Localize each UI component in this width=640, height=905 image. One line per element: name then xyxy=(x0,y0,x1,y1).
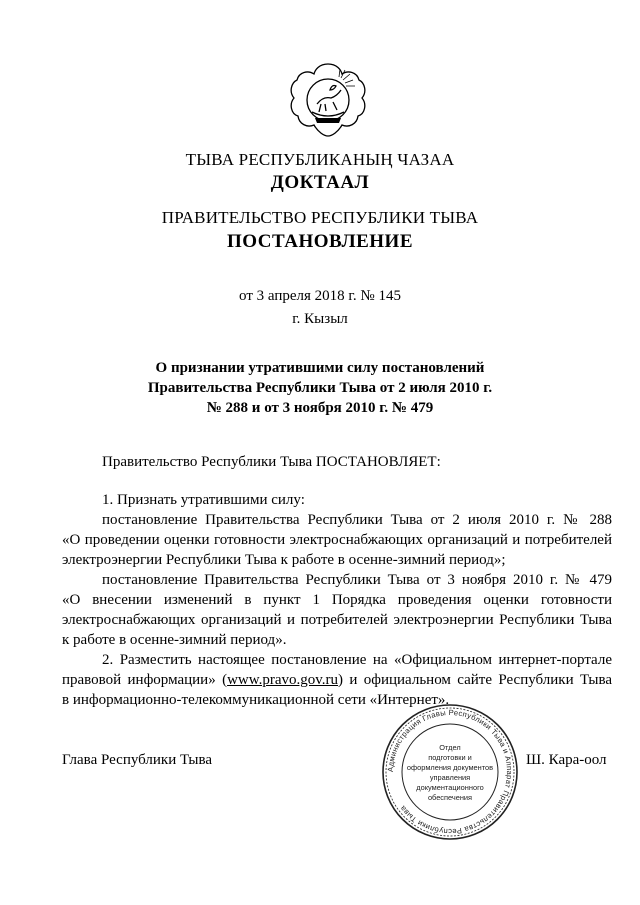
text-line: «О проведении оценки готовности электроснабжающих организаций и потребителей xyxy=(62,532,612,548)
text-segment: ) и официальном сайте Республики Тыва xyxy=(338,672,612,688)
doc-date-number: от 3 апреля 2018 г. № 145 xyxy=(239,288,401,304)
paragraph-2 xyxy=(62,650,612,710)
doc-title xyxy=(0,358,640,418)
text-line: постановление Правительства Республики Тыва от 3 ноября 2010 г. № 479 xyxy=(102,572,612,588)
signature-name: Ш. Кара-оол xyxy=(526,752,607,768)
signature-position: Глава Республики Тыва xyxy=(62,752,213,768)
paragraph-1b xyxy=(62,570,612,650)
stamp-inner-line: подготовки и xyxy=(428,753,472,762)
text-line: электроэнергии Республики Тыва к работе в осенне-зимний период»; xyxy=(62,552,506,568)
stamp-inner-line: обеспечения xyxy=(427,793,473,802)
stamp-inner-line: Отдел xyxy=(439,743,461,752)
official-stamp-icon xyxy=(380,702,520,842)
tuva-emblem-icon xyxy=(285,60,371,142)
text-line: «О внесении изменений в пункт 1 Порядка проведения оценки готовности xyxy=(62,592,612,608)
preamble: Правительство Республики Тыва ПОСТАНОВЛЯЕТ: xyxy=(102,454,441,470)
text-line: в информационно-телекоммуникационной сети «Интернет». xyxy=(62,692,450,708)
doc-title-line: Правительства Республики Тыва от 2 июля 2010 г. xyxy=(147,380,493,396)
text-line xyxy=(62,670,612,690)
stamp-outer-text: Администрация Главы Республики Тыва и Аппарат Правительства Республики Тыва xyxy=(385,707,515,837)
text-line: электроснабжающих организаций и потребителей электроэнергии Республики Тыва xyxy=(62,612,612,628)
stamp-inner-line: управления xyxy=(429,773,471,782)
stamp-inner-line: документационного xyxy=(416,783,484,792)
header-tuvan-government: ТЫВА РЕСПУБЛИКАНЫҢ ЧАЗАА xyxy=(185,150,455,169)
text-segment: правовой информации» ( xyxy=(62,672,228,688)
text-line: постановление Правительства Республики Тыва от 2 июля 2010 г. № 288 xyxy=(102,512,612,528)
header-russian-doc-type: ПОСТАНОВЛЕНИЕ xyxy=(226,231,414,252)
header-russian-government: ПРАВИТЕЛЬСТВО РЕСПУБЛИКИ ТЫВА xyxy=(161,208,479,227)
doc-title-line: № 288 и от 3 ноября 2010 г. № 479 xyxy=(206,400,434,416)
doc-title-line: О признании утратившими силу постановлений xyxy=(155,360,485,376)
stamp-inner-line: оформления документов xyxy=(406,763,494,772)
pravo-link[interactable]: www.pravo.gov.ru xyxy=(227,672,339,688)
paragraph-1a xyxy=(62,510,612,570)
text-line: 2. Разместить настоящее постановление на «Официальном интернет-портале xyxy=(102,652,612,668)
doc-city: г. Кызыл xyxy=(292,311,348,327)
text-line: к работе в осенне-зимний период». xyxy=(62,632,287,648)
header-tuvan-doc-type: ДОКТААЛ xyxy=(270,172,370,193)
paragraph-1-heading: 1. Признать утратившими силу: xyxy=(102,492,305,508)
